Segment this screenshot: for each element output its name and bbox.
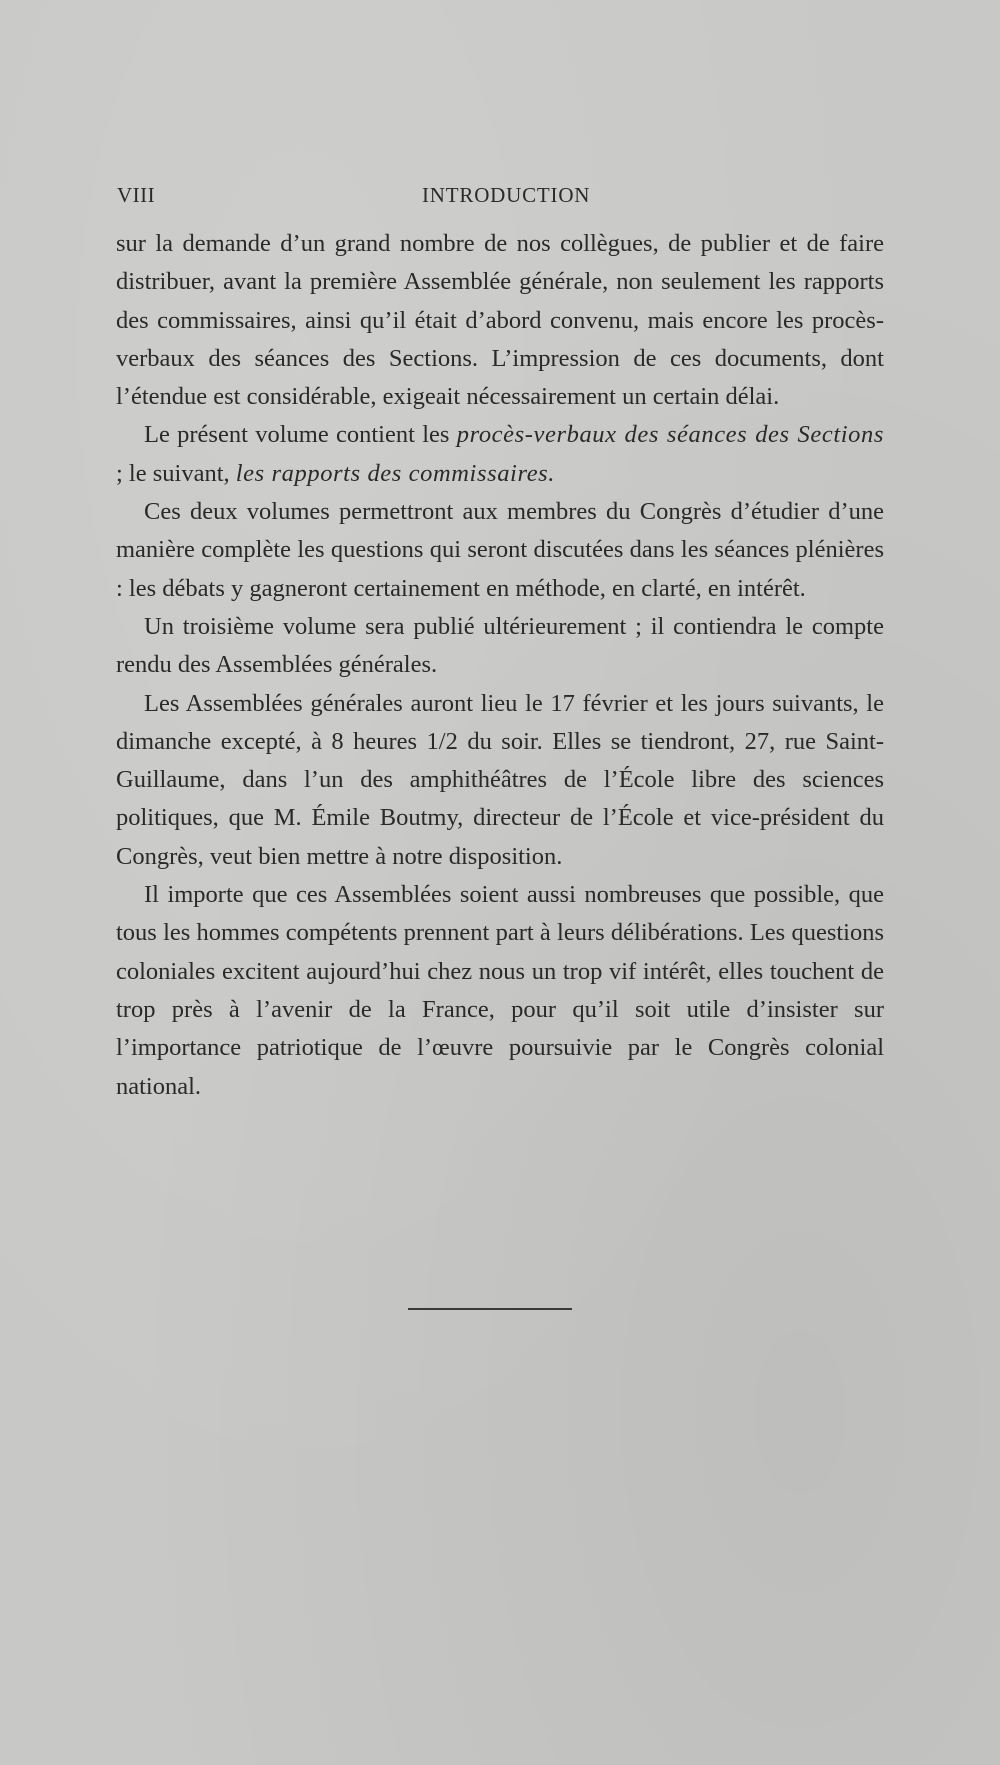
paragraph-2 — [116, 416, 884, 493]
paragraph-2-text-a: Le présent volume contient les — [144, 421, 457, 449]
paragraph-1: sur la demande d’un grand nombre de nos collègues, de publier et de faire distribuer, avant la première Assemblée générale, non seulement les rapports des commissaires, ainsi qu’il était d’abord convenu, mais encore les procès-verbaux des séances des Sections. L’impression de ces documents, dont l’étendue est considérable, exigeait nécessairement un certain délai. — [116, 230, 884, 411]
page-number: VIII — [117, 183, 156, 207]
paragraph-5: Les Assemblées générales auront lieu le 17 février et les jours suivants, le dimanche excepté, à 8 heures 1/2 du soir. Elles se tiendront, 27, rue Saint-Guillaume, dans l’un des amphithéâtres de l’École libre des sciences politiques, que M. Émile Boutmy, directeur de l’École et vice-président du Congrès, veut bien mettre à notre disposition. — [116, 689, 884, 870]
closing-rule — [408, 1308, 572, 1310]
italic-rapports: les rapports des commissaires. — [235, 459, 556, 487]
body-text — [116, 225, 884, 1106]
paragraph-2-text-b: ; le suivant, — [116, 459, 236, 487]
paragraph-4: Un troisième volume sera publié ultérieurement ; il contiendra le compte rendu des Assemblées générales. — [116, 612, 884, 679]
paragraph-3: Ces deux volumes permettront aux membres du Congrès d’étudier d’une manière complète les questions qui seront discutées dans les séances plénières : les débats y gagneront certainement en méthode, en clarté, en intérêt. — [116, 498, 884, 602]
paragraph-6: Il importe que ces Assemblées soient aussi nombreuses que possible, que tous les hommes compétents prennent part à leurs délibérations. Les questions coloniales excitent aujourd’hui chez nous un trop vif intérêt, elles touchent de trop près à l’avenir de la France, pour qu’il soit utile d’insister sur l’importance patriotique de l’œuvre poursuivie par le Congrès colonial national. — [116, 881, 884, 1100]
running-head — [117, 183, 877, 213]
running-title: INTRODUCTION — [422, 183, 591, 207]
italic-proces-verbaux: procès-verbaux des séances des Sections — [456, 421, 885, 449]
